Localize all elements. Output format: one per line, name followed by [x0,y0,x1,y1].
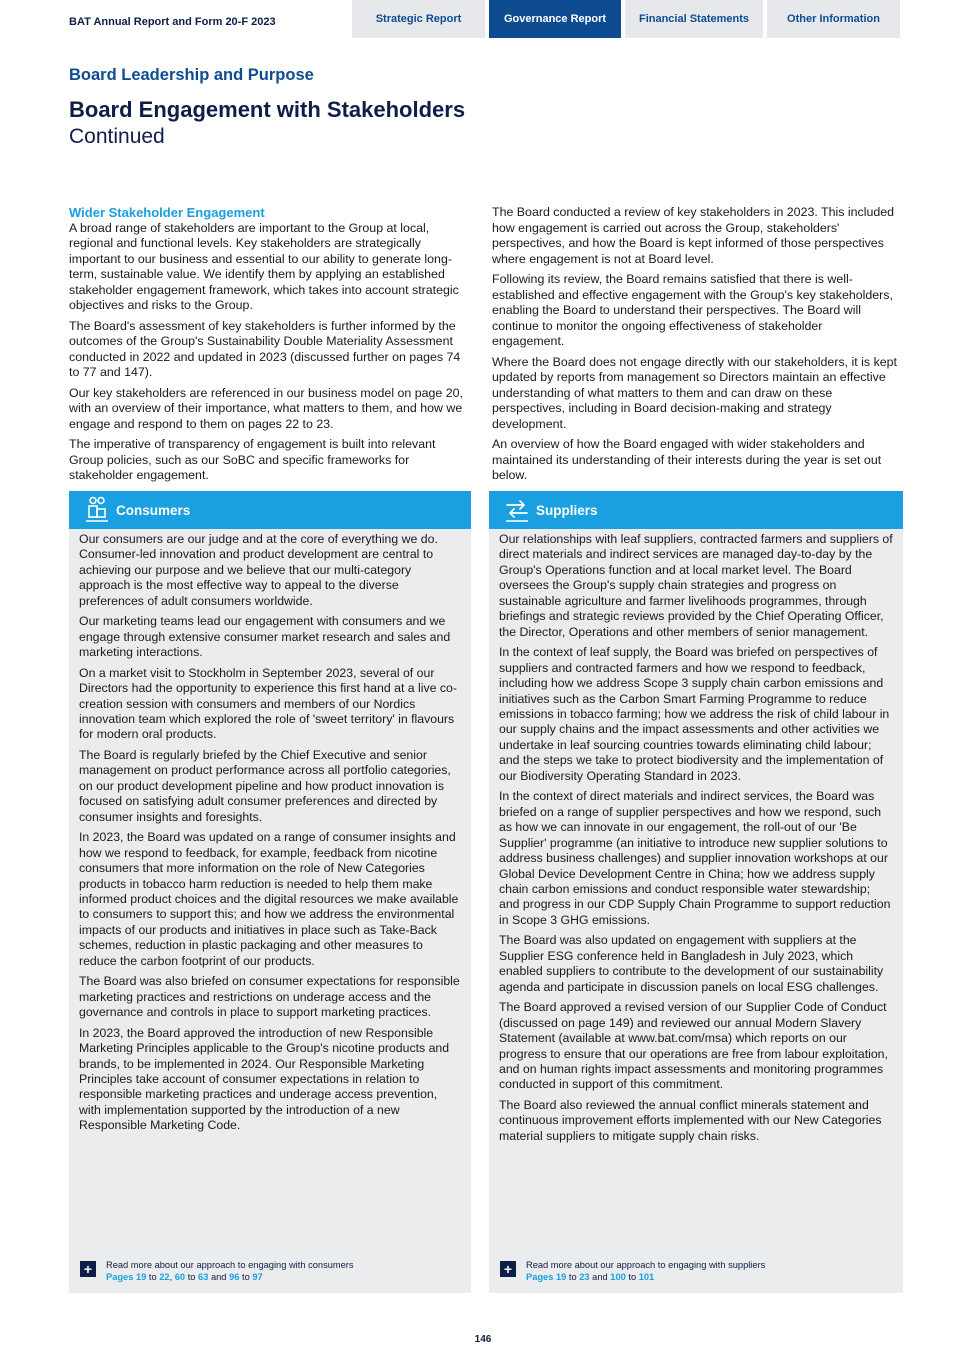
consumers-title: Consumers [116,502,191,518]
suppliers-paragraph: The Board approved a revised version of our Supplier Code of Conduct (discussed on page 149) and reviewed our annual Modern Slavery Statement (available at www.bat.com/msa) which reports on our progress to ensure that our operations are free from labour exploitation, and on human rights impact assessments and monitoring programmes conducted in support of this commitment. [499,1000,888,1092]
intro-paragraph: Our key stakeholders are referenced in our business model on page 20, with an overview of their importance, what matters to them, and how we engage and respond to them on pages 22 to 23. [69,385,463,431]
read-more-pages [526,1271,765,1283]
tab-strategic-report[interactable]: Strategic Report [352,0,485,38]
intro-paragraph: The Board's assessment of key stakeholders is further informed by the outcomes of the Group's Sustainability Double Materiality Assessment conducted in 2022 and updated in 2023 (discussed further on pages 74 to 77 and 147). [69,318,461,380]
plus-icon: + [500,1261,516,1277]
page-link[interactable]: 96 [229,1272,240,1282]
tab-financial-statements[interactable]: Financial Statements [625,0,763,38]
consumers-paragraph: In 2023, the Board was updated on a range of consumer insights and how we respond to feedback, for example, feedback from nicotine consumers that more information on the role of New Categories products in tobacco harm reduction is needed to help them make informed product choices and the digital resources we make available to consumers to support this; and how we address the environmental impacts of our products and initiatives in place such as Take-Back schemes, reduction in plastic packaging and other measures to reduce the carbon footprint of our products. [79,830,459,968]
page-separator: to [625,1272,639,1282]
page-link[interactable]: 97 [252,1272,263,1282]
page-separator: , [169,1272,175,1282]
consumers-paragraph: Our marketing teams lead our engagement with consumers and we engage through extensive consumer market research and sales and marketing interactions. [79,614,451,660]
consumers-paragraph: The Board was also briefed on consumer expectations for responsible marketing practices and restrictions on underage access and the governance and controls in place to support marketing practices. [79,974,460,1020]
page-separator: to [185,1272,199,1282]
page-link[interactable]: 60 [174,1272,186,1282]
intro-right-column [492,205,898,489]
consumers-panel [69,491,471,1293]
consumers-paragraph: On a market visit to Stockholm in September 2023, several of our Directors had the opportunity to experience this first hand at a live co-creation session with consumers and members of our Nordics innovation team which explored the role of 'sweet territory' in flavours for modern oral products. [79,665,457,742]
intro-paragraph: The Board conducted a review of key stakeholders in 2023. This included how engagement is carried out across the Group, stakeholders' perspectives, and how the Board is kept informed of those perspectives where engagement is not at Board level. [492,205,895,266]
consumers-header [69,491,471,529]
suppliers-paragraph: The Board was also updated on engagement with suppliers at the Supplier ESG conference held in Bangladesh in July 2023, which enabled suppliers to contribute to the development of our sustainability agenda and participate in discussion panels on local ESG challenges. [499,933,884,994]
page-subtitle: Continued [69,125,165,148]
page-number: 146 [474,1334,492,1345]
suppliers-header [489,491,903,529]
page-title: Board Engagement with Stakeholders [69,97,466,122]
read-more-text: Read more about our approach to engaging with suppliers [526,1260,766,1270]
page-separator: to [239,1272,253,1282]
suppliers-icon [505,496,529,524]
page-link[interactable]: Pages 19 [106,1272,147,1282]
page-link[interactable]: 100 [610,1272,626,1282]
page-separator: to [146,1272,160,1282]
suppliers-paragraph: The Board also reviewed the annual conflict minerals statement and continuous improvement efforts implemented with our New Categories material suppliers to mitigate supply chain risks. [499,1097,882,1143]
suppliers-paragraph: In the context of direct materials and indirect services, the Board was briefed on a range of supplier perspectives and how we respond, such as how we can innovate in our engagement, the roll-out of our 'Be Supplier' programme (an initiative to introduce new supplier solutions to address business challenges) and supplier innovation workshops at our Global Device Development Centre in China; how we address supply chain carbon emissions and conduct responsible water stewardship; and progress in our CDP Supply Chain Programme to support reduction in Scope 3 GHG emissions. [499,789,891,927]
page-separator: to [566,1272,580,1282]
page-link[interactable]: Pages 19 [526,1272,567,1282]
suppliers-body [489,529,903,1144]
consumers-body [69,529,471,1134]
page-link[interactable]: 22 [159,1272,170,1282]
consumers-paragraph: Our consumers are our judge and at the core of everything we do. Consumer-led innovation and product development are central to achieving our purpose and we believe that our multi-category approach is the most effective way to appeal to the diverse preferences of adult consumers worldwide. [79,532,438,608]
suppliers-read-more[interactable] [500,1259,765,1283]
suppliers-paragraph: In the context of leaf supply, the Board was briefed on perspectives of suppliers and contracted farmers and how we respond to feedback, including how we address Scope 3 supply chain carbon emissions and initiatives such as the Carbon Smart Farming Programme to reduce emissions in tobacco farming; how we address the risk of child labour in our supply chains and the impact assessments and other activities we undertake in leaf sourcing countries towards eliminating child labour; and the steps we take to protect biodiversity and the implementation of our Biodiversity Operating Standard in 2023. [499,645,890,783]
read-more-text: Read more about our approach to engaging with consumers [106,1260,354,1270]
page-link[interactable]: 101 [638,1272,655,1282]
read-more-pages [106,1271,354,1283]
tab-governance-report[interactable]: Governance Report [489,0,621,38]
section-tabs [352,0,900,38]
page-link[interactable]: 23 [579,1272,590,1282]
page-separator: and [589,1272,611,1282]
intro-paragraph: Following its review, the Board remains satisfied that there is well-established and effective engagement with the Group's key stakeholders, enabling the Board to understand their perspectives. The Board will continue to monitor the ongoing effectiveness of stakeholder engagement. [492,272,893,348]
intro-paragraph: An overview of how the Board engaged with wider stakeholders and maintained its understanding of their interests during the year is set out below. [492,437,882,482]
plus-icon: + [80,1261,96,1277]
tab-other-information[interactable]: Other Information [767,0,900,38]
intro-paragraph: A broad range of stakeholders are important to the Group at local, regional and functional levels. Key stakeholders are strategically important to our business and essential to our ability to generate long-term, sustainable value. We identify them by applying an established stakeholder engagement framework, which takes into account strategic objectives and risks to the Group. [69,220,459,313]
suppliers-title: Suppliers [536,502,598,518]
suppliers-panel [489,491,903,1293]
intro-paragraph: The imperative of transparency of engagement is built into relevant Group policies, such as our SoBC and specific frameworks for stakeholder engagement. [69,437,436,483]
page-separator: and [208,1272,230,1282]
consumers-read-more[interactable] [80,1259,354,1283]
suppliers-paragraph: Our relationships with leaf suppliers, contracted farmers and suppliers of direct materials and indirect services are managed day-to-day by the Group's Operations function and at local market level. The Board oversees the Group's supply chain strategies and progress on sustainable agriculture and farmer livelihoods programmes, through briefings and strategic reviews provided by the Chief Operating Officer, the Director, Operations and other members of senior management. [499,532,893,639]
page-link[interactable]: 63 [198,1272,209,1282]
section-title: Board Leadership and Purpose [69,66,314,84]
intro-left-column [69,205,473,489]
wider-engagement-heading: Wider Stakeholder Engagement [69,205,265,220]
consumers-paragraph: In 2023, the Board approved the introduction of new Responsible Marketing Principles applicable to the Group's nicotine products and brands, to be implemented in 2024. Our Responsible Marketing Principles take account of consumer expectations in relation to responsible marketing practices and underage access prevention, with implementation supported by the introduction of a new Responsible Marketing Code. [79,1025,450,1133]
report-title: BAT Annual Report and Form 20-F 2023 [69,16,276,28]
intro-paragraph: Where the Board does not engage directly with our stakeholders, it is kept updated by reports from management so Directors maintain an effective understanding of what matters to them and can draw on these perspectives, including in Board decision-making and strategy development. [492,354,897,431]
consumers-paragraph: The Board is regularly briefed by the Chief Executive and senior management on product performance across all portfolio categories, on our product development pipeline and how product innovation is focused on satisfying adult consumer preferences and directed by consumer insights and foresights. [79,747,451,824]
consumers-icon [85,496,109,524]
